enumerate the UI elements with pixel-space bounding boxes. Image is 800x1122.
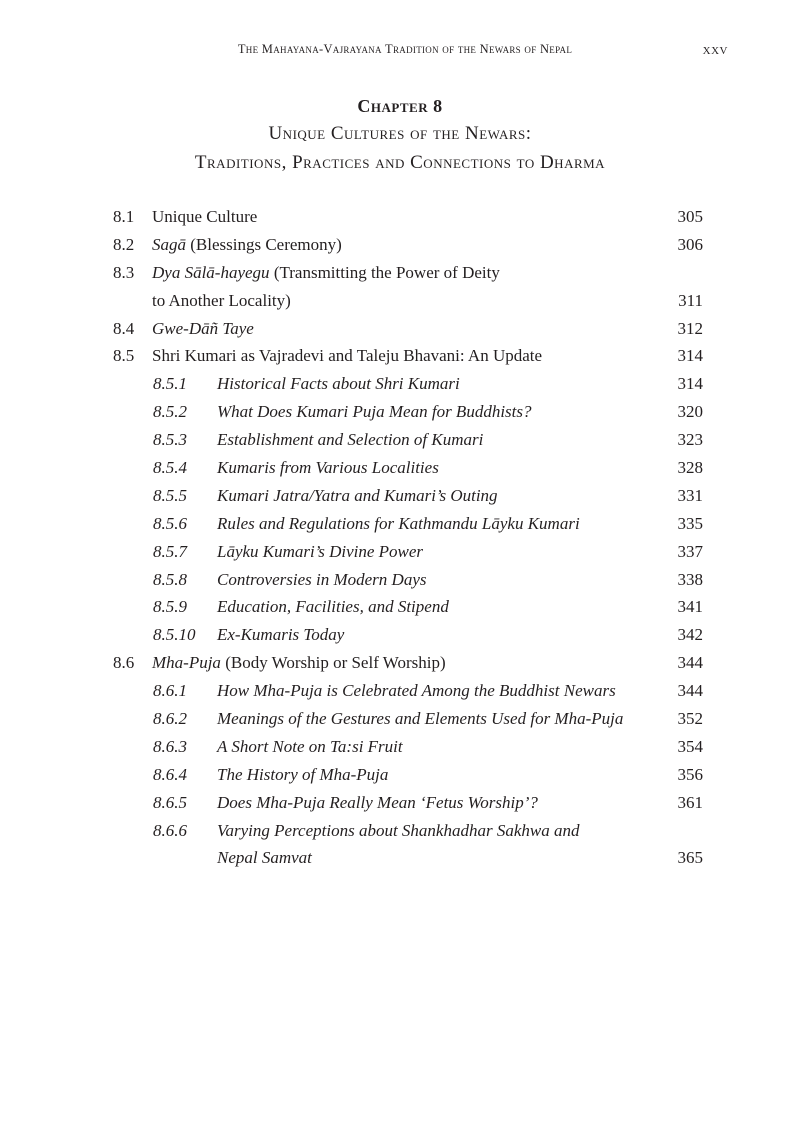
toc-entry-page: 335 xyxy=(677,513,703,533)
toc-entry-8-6-6[interactable] xyxy=(0,817,800,845)
toc-entry-number: 8.5.5 xyxy=(153,485,187,505)
toc-entry-page: 365 xyxy=(677,848,703,868)
toc-entry-8-5-3[interactable] xyxy=(0,426,800,454)
toc-entry-title: Ex-Kumaris Today xyxy=(217,625,345,645)
toc-entry-page: 361 xyxy=(677,792,703,812)
toc-entry-title: Rules and Regulations for Kathmandu Lāyku Kumari xyxy=(217,513,580,533)
toc-entry-page: 314 xyxy=(677,346,703,366)
toc-entry-title: Controversies in Modern Days xyxy=(217,569,427,589)
toc-entry-page: 342 xyxy=(677,625,703,645)
toc-entry-8-2[interactable] xyxy=(0,231,800,259)
toc-entry-8-5-7[interactable] xyxy=(0,538,800,566)
toc-entry-number: 8.5.10 xyxy=(153,625,196,645)
toc-entry-title: Does Mha-Puja Really Mean ‘Fetus Worship’? xyxy=(217,792,538,812)
toc-entry-number: 8.5.8 xyxy=(153,569,187,589)
running-head: The Mahayana-Vajrayana Tradition of the Newars of Nepal xyxy=(237,42,573,56)
toc-entry-number: 8.6.2 xyxy=(153,709,187,729)
toc-entry-number: 8.1 xyxy=(113,207,135,226)
toc-entry-8-6-1[interactable] xyxy=(0,677,800,705)
toc-entry-8-5-8[interactable] xyxy=(0,566,800,594)
toc-entry-title: Lāyku Kumari’s Divine Power xyxy=(217,541,424,561)
toc-entry-number: 8.6.6 xyxy=(153,820,187,840)
toc-entry-page: 320 xyxy=(677,402,703,422)
chapter-title-line-1: Unique Cultures of the Newars: xyxy=(268,123,532,144)
toc-entry-page: 312 xyxy=(677,318,703,338)
toc-entry-page: 344 xyxy=(677,653,703,673)
toc-entry-page: 306 xyxy=(677,234,703,254)
toc-entry-title: Kumaris from Various Localities xyxy=(217,458,439,478)
chapter-title-line-2: Traditions, Practices and Connections to Dharma xyxy=(194,152,606,173)
toc-entry-page: 323 xyxy=(677,430,703,450)
toc-entry-number: 8.2 xyxy=(113,234,135,254)
toc-entry-title-continued: Nepal Samvat xyxy=(217,848,312,868)
toc-entry-number: 8.4 xyxy=(113,318,135,338)
page-number: xxv xyxy=(702,42,728,58)
toc-entry-number: 8.5.6 xyxy=(153,513,187,533)
toc-entry-page: 305 xyxy=(677,207,703,226)
toc-entry-8-5-9[interactable] xyxy=(0,593,800,621)
chapter-heading xyxy=(0,93,800,177)
toc-entry-number: 8.5.1 xyxy=(153,374,187,394)
toc-entry-number: 8.5.4 xyxy=(153,458,187,478)
toc-entry-8-3[interactable] xyxy=(0,259,800,287)
toc-entry-page: 352 xyxy=(677,709,703,729)
toc-entry-title: The History of Mha-Puja xyxy=(217,764,389,784)
toc-entry-page: 311 xyxy=(678,290,703,310)
toc-entry-8-5-10[interactable] xyxy=(0,621,800,649)
toc-entry-title: A Short Note on Ta:si Fruit xyxy=(217,736,403,756)
chapter-label: Chapter 8 xyxy=(357,96,443,116)
toc-entry-number: 8.6 xyxy=(113,653,135,673)
toc-entry-title: Gwe-Dāñ Taye xyxy=(152,318,254,338)
toc-entry-title xyxy=(152,231,342,259)
toc-entry-page: 344 xyxy=(677,681,703,701)
toc-entry-number: 8.3 xyxy=(113,262,135,282)
toc-entry-8-6-3[interactable] xyxy=(0,733,800,761)
toc-entry-title: Varying Perceptions about Shankhadhar Sakhwa and xyxy=(217,820,580,840)
toc-entry-title: Historical Facts about Shri Kumari xyxy=(217,374,460,394)
toc-entry-title xyxy=(152,649,446,677)
toc-entry-number: 8.6.5 xyxy=(153,792,187,812)
toc-entry-title: Kumari Jatra/Yatra and Kumari’s Outing xyxy=(217,485,498,505)
toc-entry-title: Unique Culture xyxy=(152,207,258,226)
toc-entry-title: Establishment and Selection of Kumari xyxy=(217,430,484,450)
toc-entry-page: 354 xyxy=(677,736,703,756)
toc-entry-number: 8.5.7 xyxy=(153,541,187,561)
toc-entry-number: 8.5.2 xyxy=(153,402,187,422)
toc-entry-8-1[interactable] xyxy=(0,203,800,231)
toc-entry-8-4[interactable] xyxy=(0,315,800,343)
toc-entry-8-6[interactable] xyxy=(0,649,800,677)
toc-entry-8-5-1[interactable] xyxy=(0,370,800,398)
toc-entry-page: 337 xyxy=(677,541,703,561)
toc-entry-number: 8.6.1 xyxy=(153,681,187,701)
toc-entry-page: 341 xyxy=(677,597,703,617)
toc-entry-number: 8.5.3 xyxy=(153,430,187,450)
toc-entry-page: 356 xyxy=(677,764,703,784)
toc-entry-title: Meanings of the Gestures and Elements Used for Mha-Puja xyxy=(217,709,624,729)
toc-entry-8-6-4[interactable] xyxy=(0,761,800,789)
toc-entry-title: Shri Kumari as Vajradevi and Taleju Bhavani: An Update xyxy=(152,346,543,366)
toc-entry-8-6-5[interactable] xyxy=(0,789,800,817)
toc-entry-title xyxy=(152,259,500,287)
toc-entry-title-italic: Mha-Puja xyxy=(152,653,221,673)
toc-entry-8-6-6-continued[interactable] xyxy=(0,844,800,872)
toc-entry-page: 328 xyxy=(677,458,703,478)
toc-entry-title-rest: (Blessings Ceremony) xyxy=(186,234,342,254)
table-of-contents xyxy=(0,203,800,872)
toc-entry-title-italic: Dya Sālā-hayegu xyxy=(152,262,270,282)
toc-entry-page: 314 xyxy=(677,374,703,394)
toc-entry-page: 331 xyxy=(677,485,703,505)
toc-entry-title: How Mha-Puja is Celebrated Among the Buddhist Newars xyxy=(217,681,616,701)
toc-entry-title-rest: (Transmitting the Power of Deity xyxy=(269,262,500,282)
toc-entry-8-5-2[interactable] xyxy=(0,398,800,426)
toc-entry-title: Education, Facilities, and Stipend xyxy=(217,597,449,617)
toc-entry-page: 338 xyxy=(677,569,703,589)
toc-entry-number: 8.6.4 xyxy=(153,764,187,784)
toc-entry-8-5-5[interactable] xyxy=(0,482,800,510)
toc-entry-8-3-continued[interactable] xyxy=(0,287,800,315)
toc-entry-number: 8.5 xyxy=(113,346,135,366)
toc-entry-title-rest: (Body Worship or Self Worship) xyxy=(220,653,446,673)
toc-entry-title-italic: Sagā xyxy=(152,234,186,254)
toc-entry-8-6-2[interactable] xyxy=(0,705,800,733)
toc-entry-title: What Does Kumari Puja Mean for Buddhists? xyxy=(217,402,532,422)
toc-entry-number: 8.6.3 xyxy=(153,736,187,756)
toc-entry-title-continued: to Another Locality) xyxy=(152,290,291,310)
toc-entry-8-5-6[interactable] xyxy=(0,510,800,538)
toc-entry-number: 8.5.9 xyxy=(153,597,187,617)
toc-entry-8-5-4[interactable] xyxy=(0,454,800,482)
toc-entry-8-5[interactable] xyxy=(0,342,800,370)
